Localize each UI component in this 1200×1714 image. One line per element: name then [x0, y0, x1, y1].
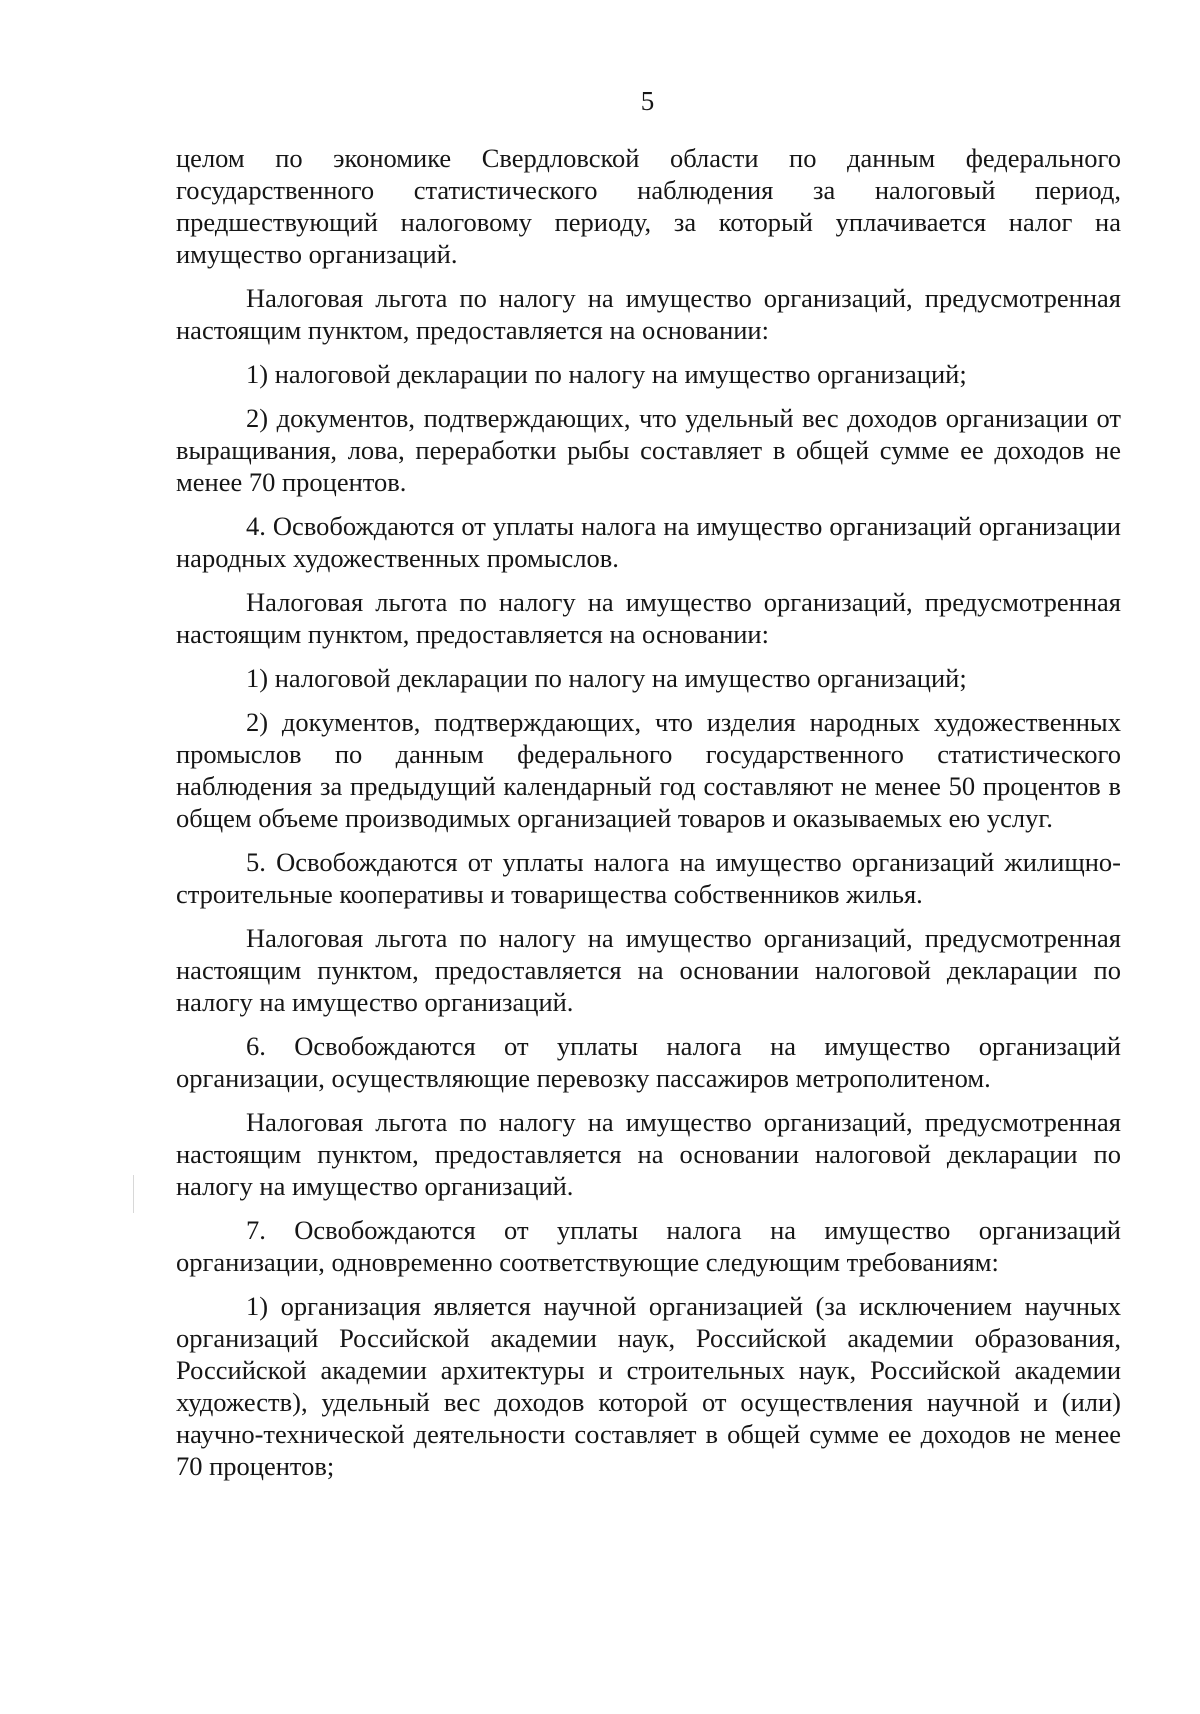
paragraph: Налоговая льгота по налогу на имущество организаций, предусмотренная настоящим пунктом, предоставляется на основании налоговой декларации по налогу на имущество организаций.	[176, 1107, 1121, 1201]
scan-artifact	[133, 1175, 134, 1213]
paragraph: 7. Освобождаются от уплаты налога на имущество организаций организации, одновременно соответствующие следующим требованиям:	[176, 1215, 1121, 1277]
paragraph: 4. Освобождаются от уплаты налога на имущество организаций организации народных художественных промыслов.	[176, 511, 1121, 573]
page-number: 5	[640, 86, 655, 116]
paragraph: Налоговая льгота по налогу на имущество организаций, предусмотренная настоящим пунктом, предоставляется на основании:	[176, 587, 1121, 649]
paragraph: 6. Освобождаются от уплаты налога на имущество организаций организации, осуществляющие перевозку пассажиров метрополитеном.	[176, 1031, 1121, 1093]
paragraph: 5. Освобождаются от уплаты налога на имущество организаций жилищно-строительные кооперативы и товарищества собственников жилья.	[176, 847, 1121, 909]
paragraph: Налоговая льгота по налогу на имущество организаций, предусмотренная настоящим пунктом, предоставляется на основании:	[176, 283, 1121, 345]
paragraph: 1) налоговой декларации по налогу на имущество организаций;	[246, 359, 967, 389]
paragraph: 2) документов, подтверждающих, что удельный вес доходов организации от выращивания, лова, переработки рыбы составляет в общей сумме ее доходов не менее 70 процентов.	[176, 403, 1121, 497]
paragraph: 1) налоговой декларации по налогу на имущество организаций;	[246, 663, 967, 693]
paragraph: 2) документов, подтверждающих, что изделия народных художественных промыслов по данным федерального государственного статистического наблюдения за предыдущий календарный год составляют не менее 50 процентов в общем объеме производимых организацией товаров и оказываемых ею услуг.	[176, 707, 1121, 833]
paragraph: Налоговая льгота по налогу на имущество организаций, предусмотренная настоящим пунктом, предоставляется на основании налоговой декларации по налогу на имущество организаций.	[176, 923, 1121, 1017]
paragraph: 1) организация является научной организацией (за исключением научных организаций Российской академии наук, Российской академии образования, Российской академии архитектуры и строительных наук, Российской академии художеств), удельный вес доходов которой от осуществления научной и (или) научно-технической деятельности составляет в общей сумме ее доходов не менее 70 процентов;	[176, 1291, 1121, 1481]
document-body	[176, 142, 1121, 1494]
paragraph-continuation: целом по экономике Свердловской области по данным федерального государственного статистического наблюдения за налоговый период, предшествующий налоговому периоду, за который уплачивается налог на имущество организаций.	[176, 143, 1121, 269]
